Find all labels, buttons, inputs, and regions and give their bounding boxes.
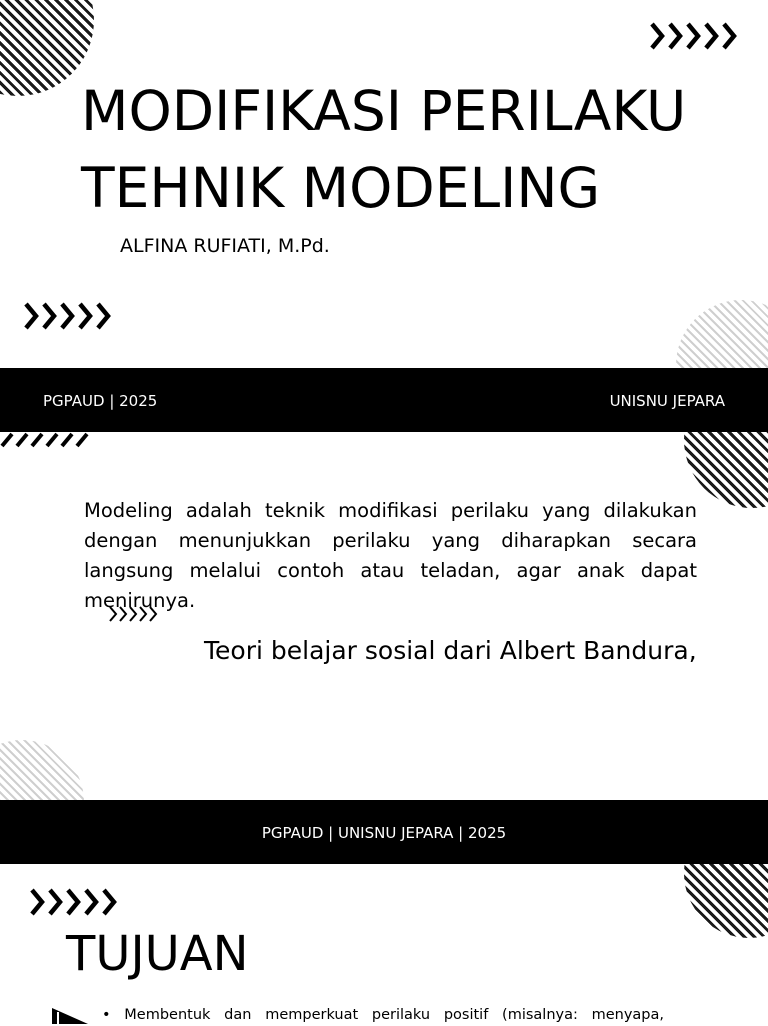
triangle-decoration [50,1008,90,1024]
chevron-right-icon [28,886,122,918]
slash-marks-decoration [0,432,92,448]
definition-paragraph: Modeling adalah teknik modifikasi perilaku yang dilakukan dengan menunjukkan perilaku yang diharapkan secara langsung melalui contoh atau teladan, agar anak dapat menirunya. [84,499,697,612]
bullet-item: • Membentuk dan memperkuat perilaku positif (misalnya: menyapa, [102,1007,664,1023]
author-name: ALFINA RUFIATI, M.Pd. [120,235,330,257]
footer-center-text: PGPAUD | UNISNU JEPARA | 2025 [261,824,507,842]
footer-band [0,800,768,864]
striped-circle-decoration [0,0,94,96]
theory-quote: Teori belajar sosial dari Albert Bandura, [204,636,697,665]
chevron-right-icon [22,300,116,332]
footer-right-text: UNISNU JEPARA [609,392,725,410]
footer-band [0,368,768,432]
section-heading: TUJUAN [66,926,249,982]
chevron-right-icon [648,20,740,52]
slide-title-line-2: TEHNIK MODELING [81,156,601,220]
slide-title-line-1: MODIFIKASI PERILAKU [81,79,687,143]
footer-left-text: PGPAUD | 2025 [43,392,158,410]
